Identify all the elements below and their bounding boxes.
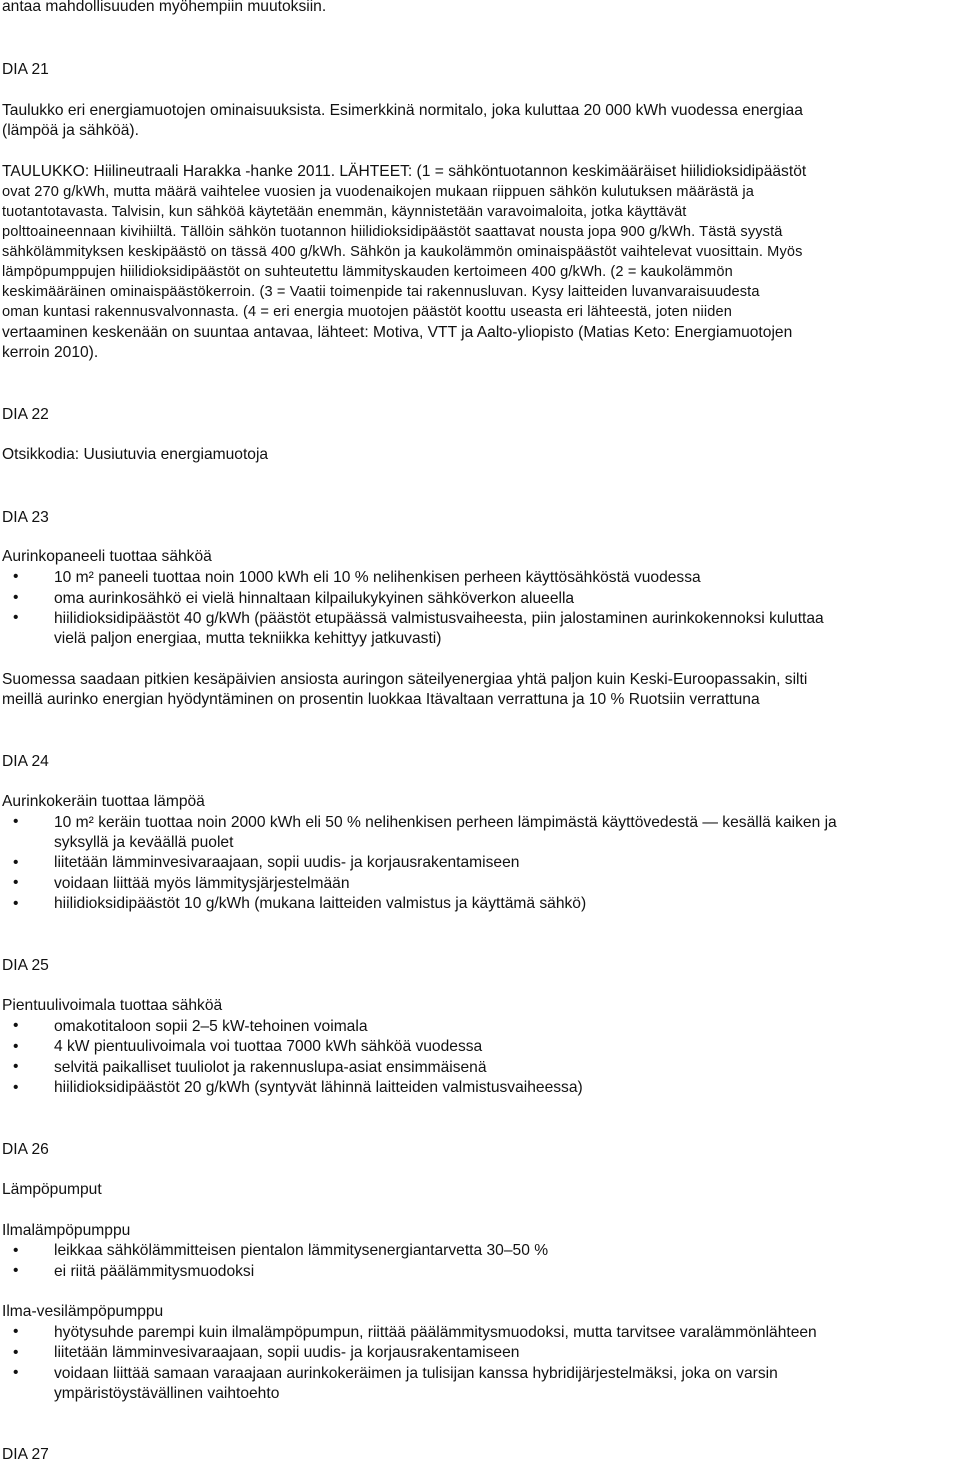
dia26-vesi-bullet: hyötysuhde parempi kuin ilmalämpöpumpun, riittää päälämmitysmuodoksi, mutta tarvitsee varalämmönlähteen [54, 1324, 817, 1341]
dia23-bullet-continuation: vielä paljon energiaa, mutta tekniikka kehittyy jatkuvasti) [54, 630, 442, 647]
dia21-intro-line: Taulukko eri energiamuotojen ominaisuuksista. Esimerkkinä normitalo, joka kuluttaa 20 000 kWh vuodessa energiaa [2, 102, 803, 119]
dia21-intro-line: (lämpöä ja sähköä). [2, 122, 139, 139]
dia26-ilma-bullet: ei riitä päälämmitysmuodoksi [54, 1263, 255, 1280]
bullet-dot-icon: • [13, 1262, 19, 1279]
dia22-text: Otsikkodia: Uusiutuvia energiamuotoja [2, 446, 269, 463]
bullet-dot-icon: • [13, 854, 19, 871]
dia24-heading: DIA 24 [2, 753, 49, 770]
bullet-dot-icon: • [13, 1323, 19, 1340]
dia21-source-line: vertaaminen keskenään on suuntaa antavaa, lähteet: Motiva, VTT ja Aalto-yliopisto (Matias Keto: Energiamuotojen [2, 324, 793, 341]
dia25-bullet: omakotitaloon sopii 2–5 kW-tehoinen voimala [54, 1018, 368, 1035]
dia22-heading: DIA 22 [2, 406, 49, 423]
dia25-bullet: 4 kW pientuulivoimala voi tuottaa 7000 kWh sähköä vuodessa [54, 1038, 483, 1055]
dia25-heading: DIA 25 [2, 957, 49, 974]
bullet-dot-icon: • [13, 1364, 19, 1381]
bullet-dot-icon: • [13, 1079, 19, 1096]
dia23-bullet: hiilidioksidipäästöt 40 g/kWh (päästöt etupäässä valmistusvaiheesta, piin jalostaminen aurinkokennoksi kuluttaa [54, 610, 824, 627]
dia23-paragraph-line: Suomessa saadaan pitkien kesäpäivien ansiosta auringon säteilyenergiaa yhtä paljon kuin Keski-Euroopassakin, silti [2, 671, 808, 688]
dia24-bullet: hiilidioksidipäästöt 10 g/kWh (mukana laitteiden valmistus ja käyttämä sähkö) [54, 895, 587, 912]
dia24-title: Aurinkokeräin tuottaa lämpöä [2, 793, 205, 810]
bullet-dot-icon: • [13, 568, 19, 585]
bullet-dot-icon: • [13, 1038, 19, 1055]
dia26-ilma-title: Ilmalämpöpumppu [2, 1222, 131, 1239]
intro-tail-text: antaa mahdollisuuden myöhempiin muutoksiin. [2, 0, 327, 15]
dia23-heading: DIA 23 [2, 509, 49, 526]
dia21-source-line: lämpöpumppujen hiilidioksidipäästöt on suhteutettu lämmityskauden kertoimeen 400 g/kWh. (2 = kaukolämmön [2, 264, 733, 280]
dia23-bullet: oma aurinkosähkö ei vielä hinnaltaan kilpailukykyinen sähköverkon alueella [54, 590, 575, 607]
bullet-dot-icon: • [13, 1242, 19, 1259]
bullet-dot-icon: • [13, 895, 19, 912]
dia26-vesi-bullet: voidaan liittää samaan varaajaan aurinkokeräimen ja tulisijan kanssa hybridijärjestelmäksi, joka on varsin [54, 1365, 778, 1382]
dia21-source-line: sähkölämmityksen keskipäästö on tässä 400 g/kWh. Sähkön ja kaukolämmön ominaispäästöt vaihtelevat vuosittain. Myös [2, 244, 803, 260]
dia25-bullet: selvitä paikalliset tuuliolot ja rakennuslupa-asiat ensimmäisenä [54, 1059, 487, 1076]
bullet-dot-icon: • [13, 609, 19, 626]
dia23-title: Aurinkopaneeli tuottaa sähköä [2, 548, 212, 565]
dia21-heading: DIA 21 [2, 61, 49, 78]
dia26-vesi-bullet-continuation: ympäristöystävällinen vaihtoehto [54, 1385, 280, 1402]
dia21-source-line: tuotantotavasta. Talvisin, kun sähköä käytetään enemmän, käynnistetään varavoimaloita, jotka käyttävät [2, 204, 687, 220]
dia21-source-line: keskimääräinen ominaispäästökerroin. (3 = Vaatii toimenpide tai rakennusluvan. Kysy laitteiden luvanvaraisuudesta [2, 284, 760, 300]
dia26-heading: DIA 26 [2, 1141, 49, 1158]
dia21-source-line: ovat 270 g/kWh, mutta määrä vaihtelee vuosien ja vuodenaikojen mukaan riippuen sähkön kulutuksen määrästä ja [2, 184, 755, 200]
dia24-bullet: 10 m² keräin tuottaa noin 2000 kWh eli 50 % nelihenkisen perheen lämpimästä käyttövedestä — kesällä kaiken ja [54, 814, 837, 831]
bullet-dot-icon: • [13, 813, 19, 830]
dia26-vesi-bullet: liitetään lämminvesivaraajaan, sopii uudis- ja korjausrakentamiseen [54, 1344, 520, 1361]
bullet-dot-icon: • [13, 1344, 19, 1361]
dia23-paragraph-line: meillä aurinko energian hyödyntäminen on prosentin luokkaa Itävaltaan verrattuna ja 10 % Ruotsiin verrattuna [2, 691, 760, 708]
dia25-title: Pientuulivoimala tuottaa sähköä [2, 997, 223, 1014]
bullet-dot-icon: • [13, 1058, 19, 1075]
dia25-bullet: hiilidioksidipäästöt 20 g/kWh (syntyvät lähinnä laitteiden valmistusvaiheessa) [54, 1079, 583, 1096]
dia26-title: Lämpöpumput [2, 1181, 102, 1198]
dia24-bullet: liitetään lämminvesivaraajaan, sopii uudis- ja korjausrakentamiseen [54, 854, 520, 871]
dia23-bullet: 10 m² paneeli tuottaa noin 1000 kWh eli 10 % nelihenkisen perheen käyttösähköstä vuodessa [54, 569, 701, 586]
dia24-bullet: voidaan liittää myös lämmitysjärjestelmään [54, 875, 350, 892]
dia21-source-line: polttoaineennaan kivihiiltä. Tällöin sähkön tuotannon hiilidioksidipäästöt saattavat nousta jopa 900 g/kWh. Tästä syystä [2, 224, 783, 240]
dia26-vesi-title: Ilma-vesilämpöpumppu [2, 1303, 164, 1320]
dia24-bullet-continuation: syksyllä ja keväällä puolet [54, 834, 234, 851]
dia26-ilma-bullet: leikkaa sähkölämmitteisen pientalon lämmitysenergiantarvetta 30–50 % [54, 1242, 549, 1259]
dia21-source-line: oman kuntasi rakennusvalvonnasta. (4 = eri energia muotojen päästöt koottu useasta eri lähteestä, joten niiden [2, 304, 732, 320]
bullet-dot-icon: • [13, 874, 19, 891]
dia21-source-line: kerroin 2010). [2, 344, 99, 361]
bullet-dot-icon: • [13, 1017, 19, 1034]
dia21-source-line: TAULUKKO: Hiilineutraali Harakka -hanke 2011. LÄHTEET: (1 = sähköntuotannon keskimääräiset hiilidioksidipäästöt [2, 163, 807, 180]
bullet-dot-icon: • [13, 589, 19, 606]
dia27-heading: DIA 27 [2, 1446, 49, 1463]
